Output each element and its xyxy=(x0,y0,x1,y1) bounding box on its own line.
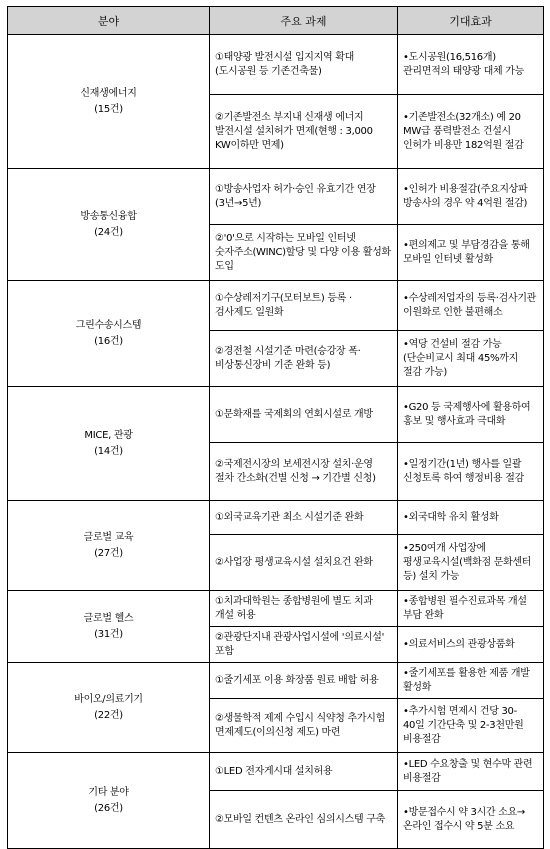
effect-cell: •줄기세포를 활용한 제품 개발 활성화 xyxy=(398,663,544,699)
task-cell: ②'0'으로 시작하는 모바일 인터넷 숫자주소(WINC)할당 및 다양 이용 활성화 도입 xyxy=(210,225,398,281)
task-cell: ②기존발전소 부지내 신재생 에너지 발전시설 설치허가 면제(현행 : 3,000 KW이하만 면제) xyxy=(210,95,398,169)
effect-cell: •역당 건설비 절감 가능(단순비교시 최대 45%까지 절감 가능) xyxy=(398,331,544,387)
effect-cell: •종합병원 필수진료과목 개설 부담 완화 xyxy=(398,591,544,627)
task-cell: ②모바일 컨텐츠 온라인 심의시스템 구축 xyxy=(210,791,398,849)
header-task: 주요 과제 xyxy=(210,7,398,35)
category-cell xyxy=(8,281,210,387)
task-cell: ②경전철 시설기준 마련(승강장 폭·비상통신장비 기준 완화 등) xyxy=(210,331,398,387)
table-row xyxy=(8,501,544,535)
task-cell: ①LED 전자게시대 설치허용 xyxy=(210,753,398,791)
regulation-table-container xyxy=(7,6,543,849)
effect-cell: •250여개 사업장에 평생교육시설(백화점 문화센터 등) 설치 가능 xyxy=(398,535,544,591)
effect-cell: •인허가 비용절감(주요지상파 방송사의 경우 약 4억원 절감) xyxy=(398,169,544,225)
task-cell: ①태양광 발전시설 입지지역 확대(도시공원 등 기존건축물) xyxy=(210,35,398,95)
table-row xyxy=(8,387,544,443)
category-count: (31건) xyxy=(94,628,123,640)
category-name: 기타 분야 xyxy=(88,786,129,798)
task-cell: ①문화재를 국제회의 연회시설로 개방 xyxy=(210,387,398,443)
header-row xyxy=(8,7,544,35)
effect-cell: •수상레저업자의 등록·검사기관 이원화로 인한 불편해소 xyxy=(398,281,544,331)
table-row xyxy=(8,663,544,699)
category-cell xyxy=(8,387,210,501)
task-cell: ②생물학적 제제 수입시 식약청 추가시험 면제제도(이의신청 제도) 마련 xyxy=(210,699,398,753)
category-cell xyxy=(8,169,210,281)
category-count: (15건) xyxy=(94,103,123,115)
category-cell xyxy=(8,501,210,591)
table-row xyxy=(8,35,544,95)
category-cell xyxy=(8,591,210,663)
category-name: 방송통신융합 xyxy=(80,210,137,222)
task-cell: ②관광단지내 관광사업시설에 '의료시설' 포함 xyxy=(210,627,398,663)
header-category: 분야 xyxy=(8,7,210,35)
category-name: 바이오/의료기기 xyxy=(74,693,143,705)
category-name: 글로벌 교육 xyxy=(83,531,134,543)
effect-cell: •의료서비스의 관광상품화 xyxy=(398,627,544,663)
effect-cell: •외국대학 유치 활성화 xyxy=(398,501,544,535)
task-cell: ①치과대학원는 종합병원에 별도 치과 개설 허용 xyxy=(210,591,398,627)
category-cell xyxy=(8,663,210,753)
header-effect: 기대효과 xyxy=(398,7,544,35)
effect-cell: •추가시험 면제시 건당 30-40일 기간단축 및 2-3천만원 비용절감 xyxy=(398,699,544,753)
effect-cell: •방문접수시 약 3시간 소요→온라인 접수시 약 5분 소요 xyxy=(398,791,544,849)
category-name: MICE, 관광 xyxy=(84,429,133,441)
task-cell: ①외국교육기관 최소 시설기준 완화 xyxy=(210,501,398,535)
effect-cell: •LED 수요창출 및 현수막 관련 비용절감 xyxy=(398,753,544,791)
category-name: 신재생에너지 xyxy=(80,87,137,99)
task-cell: ②사업장 평생교육시설 설치요건 완화 xyxy=(210,535,398,591)
effect-cell: •G20 등 국제행사에 활용하여 홍보 및 행사효과 극대화 xyxy=(398,387,544,443)
task-cell: ①수상레저기구(모터보트) 등록 · 검사제도 일원화 xyxy=(210,281,398,331)
category-name: 글로벌 헬스 xyxy=(83,612,134,624)
effect-cell: •도시공원(16,516개) 관리면적의 태양광 대체 가능 xyxy=(398,35,544,95)
task-cell: ①줄기세포 이용 화장품 원료 배합 허용 xyxy=(210,663,398,699)
table-row xyxy=(8,169,544,225)
category-count: (22건) xyxy=(94,709,123,721)
category-count: (26건) xyxy=(94,802,123,814)
category-cell xyxy=(8,753,210,849)
effect-cell: •일정기간(1년) 행사를 일괄 신청토록 하여 행정비용 절감 xyxy=(398,443,544,501)
table-row xyxy=(8,591,544,627)
regulation-table xyxy=(7,6,544,849)
category-count: (16건) xyxy=(94,335,123,347)
task-cell: ②국제전시장의 보세전시장 설치·운영 절차 간소화(건별 신청 → 기간별 신청) xyxy=(210,443,398,501)
category-count: (24건) xyxy=(94,226,123,238)
task-cell: ①방송사업자 허가·승인 유효기간 연장(3년→5년) xyxy=(210,169,398,225)
effect-cell: •편의제고 및 부담경감을 통해 모바일 인터넷 활성화 xyxy=(398,225,544,281)
category-count: (27건) xyxy=(94,547,123,559)
category-cell xyxy=(8,35,210,169)
category-count: (14건) xyxy=(94,445,123,457)
effect-cell: •기존발전소(32개소) 예 20 MW급 풍력발전소 건설시 인허가 비용만 182억원 절감 xyxy=(398,95,544,169)
table-row xyxy=(8,281,544,331)
table-row xyxy=(8,753,544,791)
category-name: 그린수송시스템 xyxy=(75,319,142,331)
